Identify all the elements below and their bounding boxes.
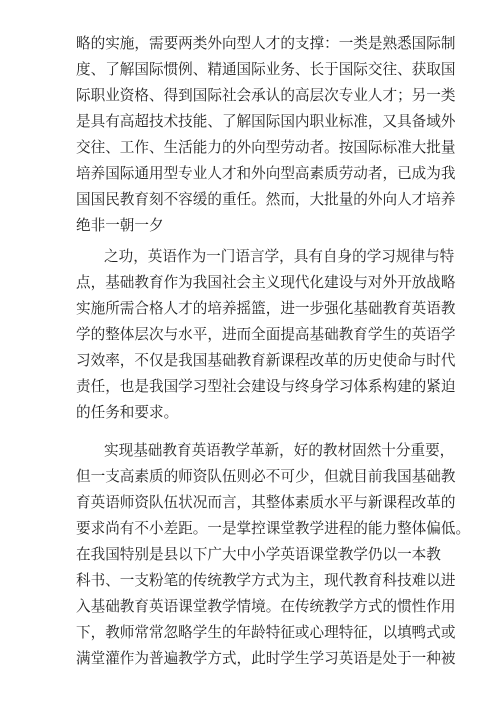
text-line: 绝非一朝一夕 [76, 217, 164, 234]
text-line: 是具有高超技术技能、了解国际国内职业标准，又具备域外 [76, 113, 456, 130]
text-line: 实施所需合格人才的培养摇篮，进一步强化基础教育英语教 [76, 300, 456, 317]
text-line: 入基础教育英语课堂教学情境。在传统教学方式的惯性作用 [76, 598, 456, 615]
text-line: 略的实施，需要两类外向型人才的支撑：一类是熟悉国际制 [76, 35, 456, 52]
text-line: 培养国际通用型专业人才和外向型高素质劳动者，已成为我 [76, 165, 456, 182]
text-line: 育英语师资队伍状况而言，其整体素质水平与新课程改革的 [76, 494, 456, 511]
text-line: 交往、工作、生活能力的外向型劳动者。按国际标准大批量 [76, 139, 456, 156]
text-line: 科书、一支粉笔的传统教学方式为主，现代教育科技难以进 [76, 572, 456, 589]
text-line: 要求尚有不小差距。一是掌控课堂教学进程的能力整体偏低。 [76, 520, 471, 537]
text-line: 的任务和要求。 [76, 404, 179, 421]
text-line: 在我国特别是县以下广大中小学英语课堂教学仍以一本教 [76, 546, 441, 563]
text-line: 度、了解国际惯例、精通国际业务、长于国际交往、获取国 [76, 61, 456, 78]
text-line: 际职业资格、得到国际社会承认的高层次专业人才；另一类 [76, 87, 456, 104]
text-line: 下，教师常常忽略学生的年龄特征或心理特征，以填鸭式或 [76, 624, 456, 641]
text-line: 习效率，不仅是我国基础教育新课程改革的历史使命与时代 [76, 352, 456, 369]
text-line: 之功，英语作为一门语言学，具有自身的学习规律与特 [104, 248, 455, 265]
text-line: 点，基础教育作为我国社会主义现代化建设与对外开放战略 [76, 274, 456, 291]
text-line: 国国民教育刻不容缓的重任。然而，大批量的外向人才培养 [76, 191, 456, 208]
text-line: 但一支高素质的师资队伍则必不可少，但就目前我国基础教 [76, 468, 456, 485]
text-line: 学的整体层次与水平，进而全面提高基础教育学生的英语学 [76, 326, 456, 343]
text-line: 责任，也是我国学习型社会建设与终身学习体系构建的紧迫 [76, 378, 456, 395]
text-line: 实现基础教育英语教学革新，好的教材固然十分重要， [104, 442, 455, 459]
text-line: 满堂灌作为普遍教学方式，此时学生学习英语是处于一种被 [76, 650, 456, 667]
